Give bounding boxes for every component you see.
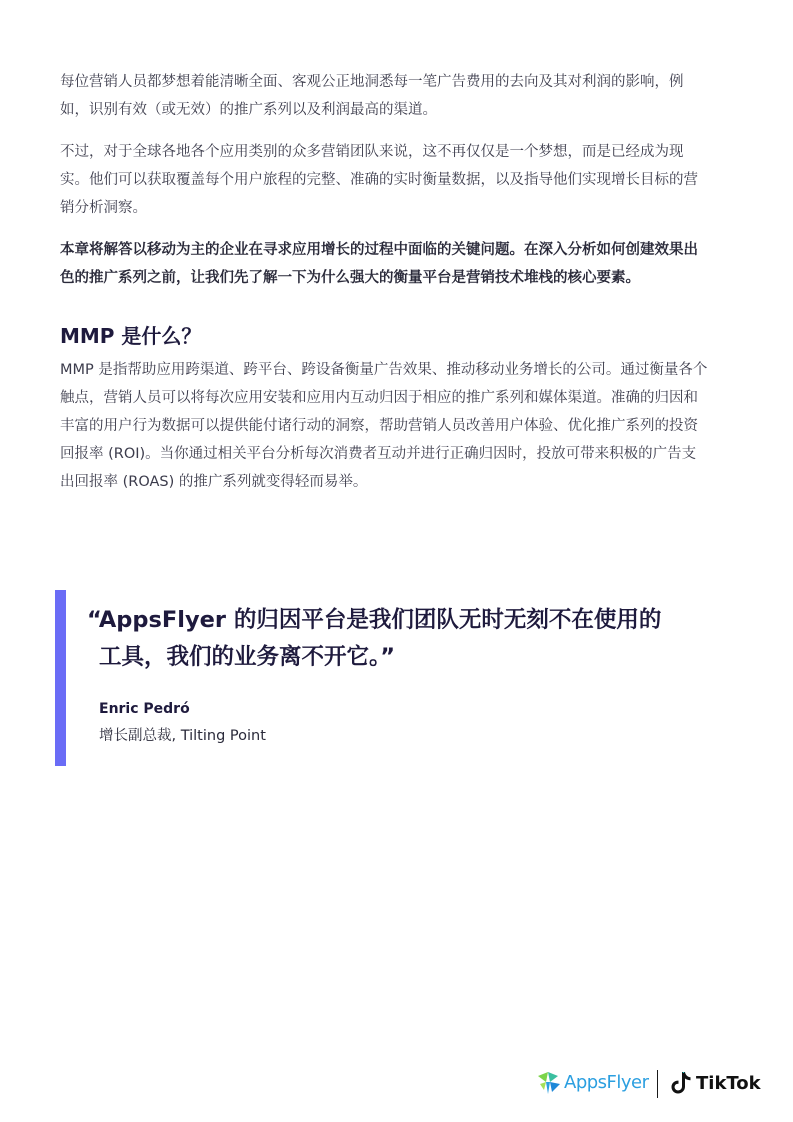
quote-line-2: 工具，我们的业务离不开它。” (99, 644, 396, 670)
quote-text (87, 602, 707, 676)
main-content (60, 68, 710, 510)
appsflyer-icon (536, 1068, 564, 1100)
intro-paragraph-3: 本章将解答以移动为主的企业在寻求应用增长的过程中面临的关键问题。在深入分析如何创建效果出色的推广系列之前，让我们先了解一下为什么强大的衡量平台是营销技术堆栈的核心要素。 (60, 242, 698, 286)
tiktok-logo (670, 1068, 760, 1100)
intro-paragraph-2: 不过，对于全球各地各个应用类别的众多营销团队来说，这不再仅仅是一个梦想，而是已经成为现实。他们可以获取覆盖每个用户旅程的完整、准确的实时衡量数据，以及指导他们实现增长目标的营销分析洞察。 (60, 144, 698, 216)
section-body: MMP 是指帮助应用跨渠道、跨平台、跨设备衡量广告效果、推动移动业务增长的公司。通过衡量各个触点，营销人员可以将每次应用安装和应用内互动归因于相应的推广系列和媒体渠道。准确的归因和丰富的用户行为数据可以提供能付诸行动的洞察，帮助营销人员改善用户体验、优化推广系列的投资回报率 (ROI)。当你通过相关平台分析每次消费者互动并进行正确归因时，投放可带来积极的广告支出回报率 (ROAS) 的推广系列就变得轻而易举。 (60, 362, 708, 490)
testimonial-quote (55, 590, 735, 766)
quote-author-title: 增长副总裁, Tilting Point (99, 728, 266, 744)
quote-line-1: “AppsFlyer 的归因平台是我们团队无时无刻不在使用的 (87, 607, 662, 633)
quote-accent-bar (55, 590, 66, 766)
appsflyer-wordmark: AppsFlyer (564, 1072, 649, 1093)
tiktok-icon (670, 1070, 692, 1096)
section-heading: MMP 是什么？ (60, 324, 202, 348)
tiktok-wordmark: TikTok (696, 1073, 761, 1094)
appsflyer-logo (536, 1066, 648, 1102)
intro-paragraph-1: 每位营销人员都梦想着能清晰全面、客观公正地洞悉每一笔广告费用的去向及其对利润的影响，例如，识别有效（或无效）的推广系列以及利润最高的渠道。 (60, 74, 684, 118)
quote-author: Enric Pedró (99, 701, 190, 717)
logo-divider (657, 1070, 658, 1098)
footer-logos (536, 1066, 761, 1102)
